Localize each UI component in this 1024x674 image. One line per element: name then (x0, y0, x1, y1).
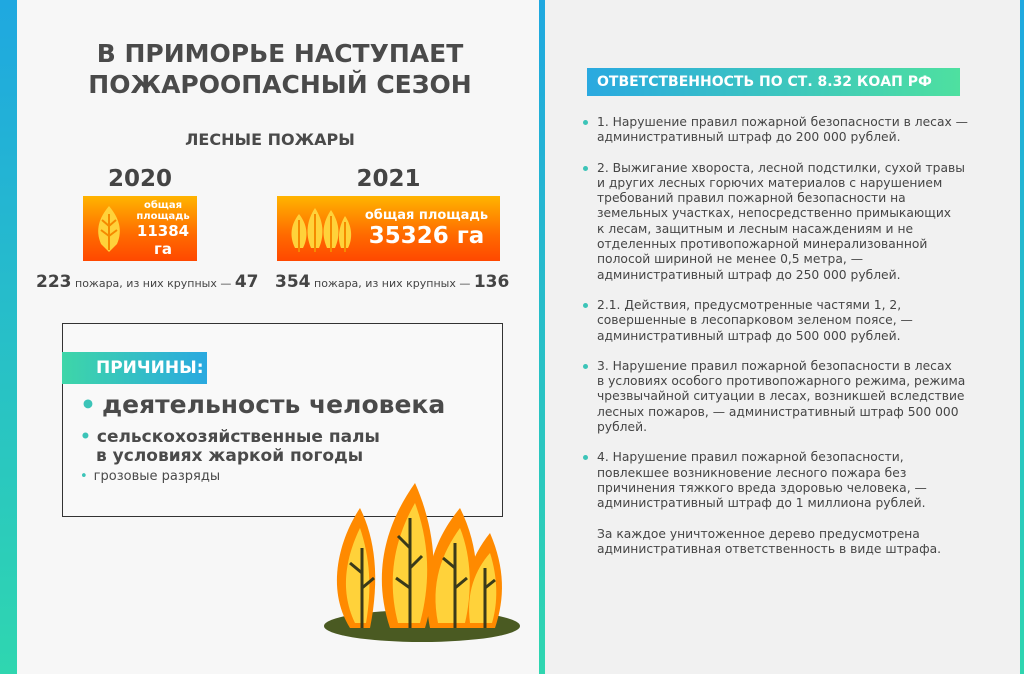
line: лесных пожаров, — административный штраф 500 000 (597, 404, 959, 419)
causes-heading: ПРИЧИНЫ: (62, 352, 207, 384)
area-box-2021 (277, 196, 500, 261)
left-accent-strip (0, 0, 17, 674)
line: требований правил пожарной безопасности на (597, 191, 906, 206)
line: причинения тяжкого вреда здоровью человека, — (597, 480, 927, 495)
subtitle: ЛЕСНЫЕ ПОЖАРЫ (185, 130, 355, 149)
cause-text: в условиях жаркой погоды (96, 446, 364, 466)
liability-list (583, 115, 1003, 572)
center-divider (539, 0, 545, 674)
line: отделенных противопожарной минерализованной (597, 237, 928, 252)
line: 3. Нарушение правил пожарной безопасности в лесах (597, 358, 952, 373)
fires-text: пожара, из них крупных — (314, 277, 471, 290)
cause-item: • сельскохозяйственные палы в условиях жаркой погоды (80, 427, 380, 466)
forest-fire-illustration (320, 478, 525, 643)
liability-item (583, 298, 1003, 344)
large-fires-count: 47 (234, 272, 259, 292)
title-line: ПОЖАРООПАСНЫЙ СЕЗОН (88, 70, 472, 99)
cause-text: деятельность человека (101, 390, 446, 419)
liability-item (583, 161, 1003, 283)
liability-note (583, 527, 1003, 558)
area-value: 11384 га (136, 221, 190, 258)
fires-text: пожара, из них крупных — (75, 277, 232, 290)
line: административный штраф до 250 000 рублей. (597, 267, 901, 282)
line: 1. Нарушение правил пожарной безопасности в лесах — (597, 115, 968, 129)
cause-text: грозовые разряды (93, 469, 221, 484)
line: полосой шириной не менее 0,5 метра, — (597, 252, 863, 267)
large-fires-count: 136 (473, 272, 510, 292)
liability-heading: ОТВЕТСТВЕННОСТЬ ПО СТ. 8.32 КОАП РФ (587, 68, 960, 96)
liability-item (583, 450, 1003, 511)
area-label: площадь (136, 210, 190, 222)
area-value: 35326 га (368, 223, 485, 249)
line: 2.1. Действия, предусмотренные частями 1, 2, (597, 297, 902, 312)
line: административная ответственность в виде штрафа. (597, 541, 942, 556)
flame-tree-icon (89, 204, 129, 254)
line: рублей. (597, 420, 647, 435)
title-line: В ПРИМОРЬЕ НАСТУПАЕТ (96, 39, 464, 68)
line: земельных участках, непосредственно примыкающих (597, 206, 952, 221)
area-box-2020 (83, 196, 197, 261)
line: к лесам, защитным и лесным насаждениям и не (597, 221, 914, 236)
fires-stat-2020 (36, 272, 259, 292)
line: административный штраф до 1 миллиона рублей. (597, 496, 926, 511)
right-accent-strip (1020, 0, 1024, 674)
area-label: общая (143, 199, 183, 211)
line: повлекшее возникновение лесного пожара без (597, 465, 907, 480)
line: чрезвычайной ситуации в лесах, возникшей вследствие (597, 389, 965, 404)
year-2020: 2020 (107, 166, 172, 192)
fires-stat-2021 (275, 272, 509, 292)
line: совершенные в лесопарковом зеленом поясе, — (597, 313, 913, 328)
line: административный штраф до 200 000 рублей. (597, 130, 901, 145)
line: и других лесных горючих материалов с нарушением (597, 175, 943, 190)
cause-item: • грозовые разряды (80, 469, 221, 484)
liability-item (583, 359, 1003, 435)
area-label: общая площадь (364, 208, 489, 223)
year-2021: 2021 (356, 166, 421, 192)
liability-item (583, 115, 1003, 146)
page-title (40, 38, 520, 100)
line: За каждое уничтоженное дерево предусмотрена (597, 526, 920, 541)
flame-forest-icon (289, 204, 353, 254)
cause-text: сельскохозяйственные палы (96, 427, 380, 447)
line: 4. Нарушение правил пожарной безопасности, (597, 450, 904, 465)
line: в условиях особого противопожарного режима, режима (597, 374, 966, 389)
line: административный штраф до 500 000 рублей. (597, 328, 901, 343)
fires-count: 223 (36, 272, 72, 292)
line: 2. Выжигание хвороста, лесной подстилки, сухой травы (597, 160, 965, 175)
cause-item: • деятельность человека (80, 390, 446, 419)
fires-count: 354 (275, 272, 311, 292)
